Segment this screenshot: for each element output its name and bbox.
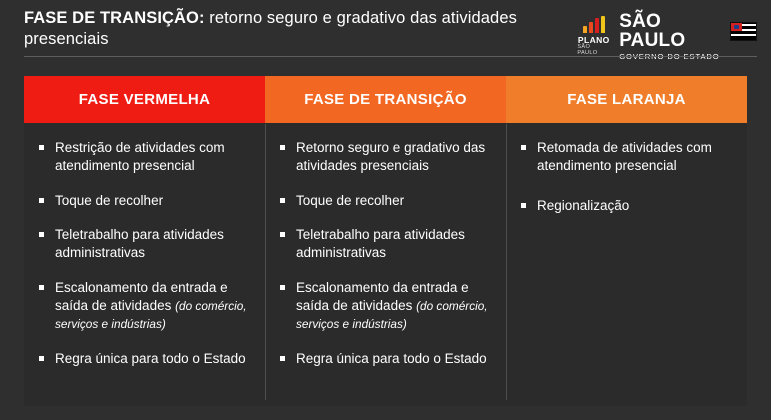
list-item	[38, 192, 251, 210]
phases-board	[24, 76, 747, 406]
list-item	[38, 279, 251, 332]
page-title-strong: FASE DE TRANSIÇÃO:	[24, 9, 205, 27]
logos	[577, 8, 757, 61]
list-item-text: Toque de recolher	[296, 192, 405, 208]
header-divider	[24, 56, 757, 57]
page-title-rest: retorno seguro e gradativo das atividades presenciais	[24, 9, 517, 49]
list-item-text: Retomada de atividades com atendimento presencial	[537, 140, 712, 173]
phase-list-transicao	[279, 139, 492, 367]
list-item	[520, 197, 733, 215]
phase-header-vermelha: FASE VERMELHA	[24, 76, 265, 123]
list-item	[38, 139, 251, 175]
list-item	[279, 139, 492, 175]
phase-column-transicao	[265, 76, 506, 406]
list-item-note: (do comércio, serviços e indústrias)	[296, 298, 488, 331]
list-item	[38, 226, 251, 262]
plano-logo-sub: SÃO PAULO	[577, 44, 598, 57]
column-divider	[506, 124, 507, 400]
phase-header-laranja: FASE LARANJA	[506, 76, 747, 123]
list-item-text: Regra única para todo o Estado	[296, 350, 487, 366]
list-item-text: Regionalização	[537, 197, 630, 213]
list-item	[279, 226, 492, 262]
sp-logo-title: SÃO PAULO	[619, 11, 686, 51]
list-item	[38, 350, 251, 368]
phase-header-transicao: FASE DE TRANSIÇÃO	[265, 76, 506, 123]
list-item-text: Toque de recolher	[55, 192, 164, 208]
list-item	[520, 139, 733, 175]
list-item-text: Teletrabalho para atividades administrativas	[296, 227, 465, 261]
list-item	[279, 279, 492, 332]
phase-body-transicao	[265, 123, 506, 367]
phase-body-vermelha	[24, 123, 265, 367]
list-item-text: Teletrabalho para atividades administrativas	[55, 227, 224, 261]
column-divider	[265, 124, 266, 400]
page-title	[24, 8, 577, 50]
plano-sao-paulo-logo	[577, 16, 610, 57]
list-item	[279, 192, 492, 210]
slide-header	[0, 0, 771, 58]
phase-column-vermelha	[24, 76, 265, 406]
plano-logo-name: PLANO	[577, 34, 610, 45]
list-item-text: Retorno seguro e gradativo das atividades presenciais	[296, 140, 486, 173]
list-item-text: Regra única para todo o Estado	[55, 350, 246, 366]
list-item-text: Restrição de atividades com atendimento presencial	[55, 140, 225, 173]
phase-list-laranja	[520, 139, 733, 214]
phase-column-laranja	[506, 76, 747, 406]
bars-icon	[583, 16, 605, 33]
list-item-text: Escalonamento da entrada e saída de atividades	[296, 280, 469, 313]
phase-list-vermelha	[38, 139, 251, 367]
sao-paulo-flag-icon	[730, 22, 757, 41]
sp-logo-row	[619, 12, 757, 50]
phase-body-laranja	[506, 123, 747, 214]
governo-sao-paulo-logo	[619, 12, 757, 61]
list-item	[279, 350, 492, 368]
list-item-note: (do comércio, serviços e indústrias)	[55, 298, 247, 331]
list-item-text: Escalonamento da entrada e saída de atividades	[55, 280, 228, 313]
